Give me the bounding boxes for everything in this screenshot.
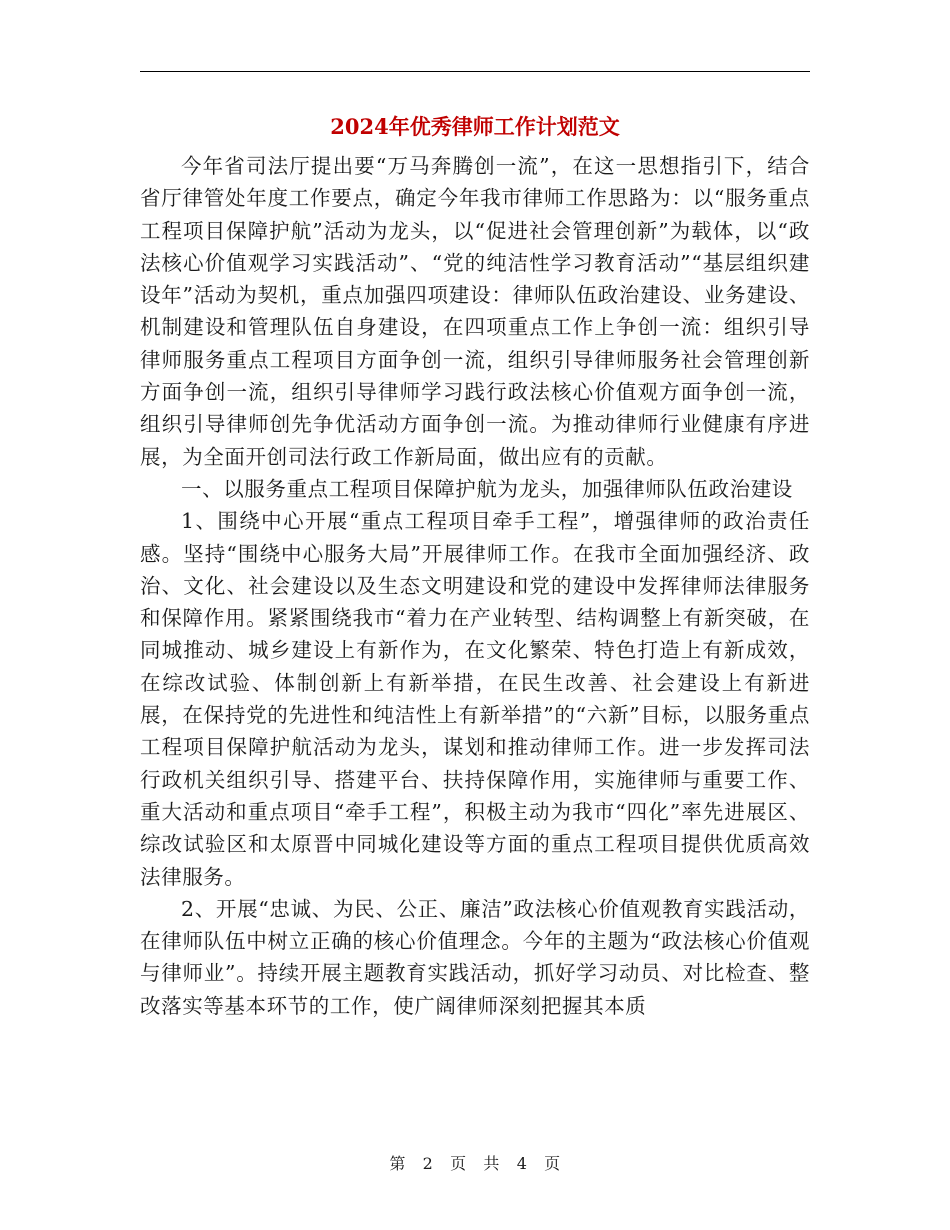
paragraph-item-1: 1、围绕中心开展“重点工程项目牵手工程”，增强律师的政治责任感。坚持“围绕中心服务大局”开展律师工作。在我市全面加强经济、政治、文化、社会建设以及生态文明建设和党的建设中发挥律师法律服务和保障作用。紧紧围绕我市“着力在产业转型、结构调整上有新突破，在同城推动、城乡建设上有新作为，在文化繁荣、特色打造上有新成效，在综改试验、体制创新上有新举措，在民生改善、社会建设上有新进展，在保持党的先进性和纯洁性上有新举措”的“六新”目标，以服务重点工程项目保障护航活动为龙头，谋划和推动律师工作。进一步发挥司法行政机关组织引导、搭建平台、扶持保障作用，实施律师与重要工作、重大活动和重点项目“牵手工程”，积极主动为我市“四化”率先进展区、综改试验区和太原晋中同城化建设等方面的重点工程项目提供优质高效法律服务。 [140, 509, 810, 889]
document-body [140, 150, 810, 1022]
footer-label-total: 共 [483, 1154, 500, 1173]
footer-label-page-unit: 页 [450, 1154, 467, 1173]
footer-total-pages: 4 [516, 1154, 528, 1173]
section-heading-1: 一、以服务重点工程项目保障护航为龙头，加强律师队伍政治建设 [181, 476, 793, 501]
footer-label-total-unit: 页 [544, 1154, 561, 1173]
page-footer [140, 1153, 810, 1175]
paragraph-intro: 今年省司法厅提出要“万马奔腾创一流”，在这一思想指引下，结合省厅律管处年度工作要点，确定今年我市律师工作思路为：以“服务重点工程项目保障护航”活动为龙头，以“促进社会管理创新”为载体，以“政法核心价值观学习实践活动”、“党的纯洁性学习教育活动”“基层组织建设年”活动为契机，重点加强四项建设：律师队伍政治建设、业务建设、机制建设和管理队伍自身建设，在四项重点工作上争创一流：组织引导律师服务重点工程项目方面争创一流，组织引导律师服务社会管理创新方面争创一流，组织引导律师学习践行政法核心价值观方面争创一流，组织引导律师创先争优活动方面争创一流。为推动律师行业健康有序进展，为全面开创司法行政工作新局面，做出应有的贡献。 [140, 154, 811, 469]
footer-current-page: 2 [422, 1154, 434, 1173]
document-title: 2024年优秀律师工作计划范文 [330, 114, 620, 139]
header-rule [140, 71, 810, 72]
paragraph-item-2: 2、开展“忠诚、为民、公正、廉洁”政法核心价值观教育实践活动，在律师队伍中树立正确的核心价值理念。今年的主题为“政法核心价值观与律师业”。持续开展主题教育实践活动，抓好学习动员、对比检查、整改落实等基本环节的工作，使广阔律师深刻把握其本质 [140, 896, 810, 1018]
footer-label-page: 第 [389, 1154, 406, 1173]
